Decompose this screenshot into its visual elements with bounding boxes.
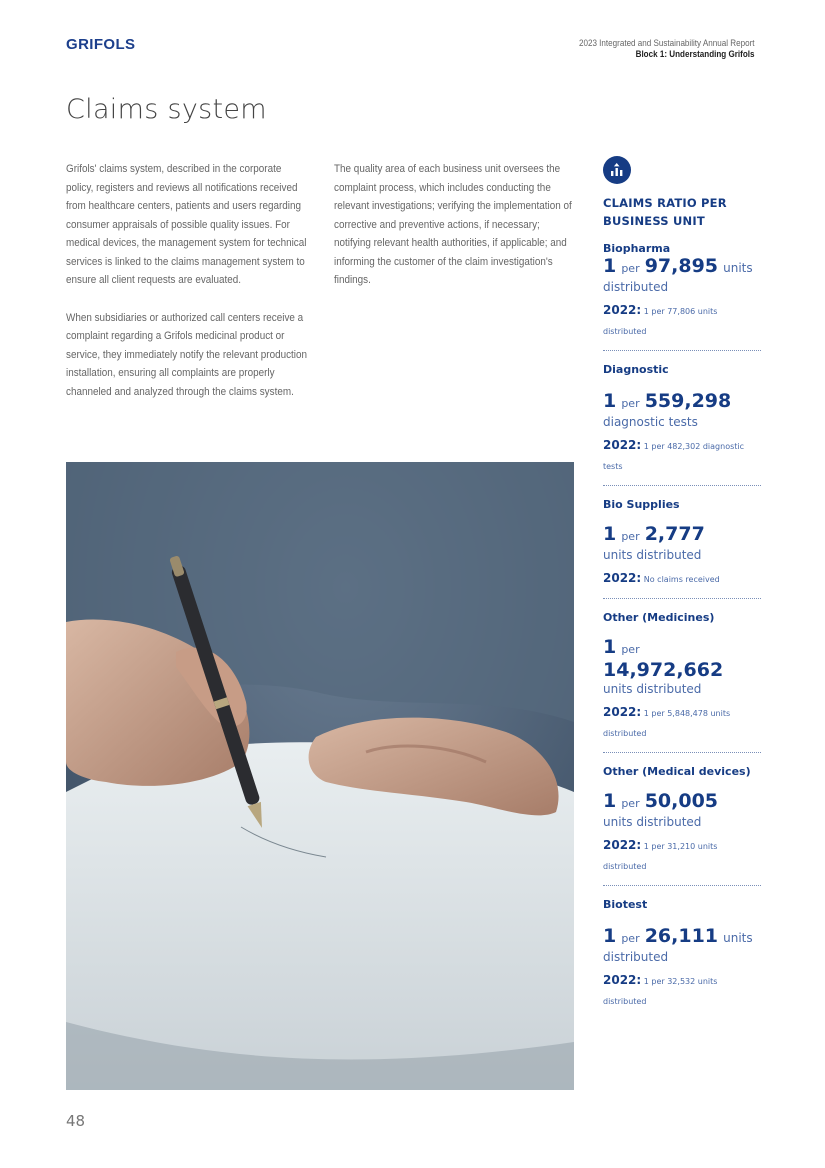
divider — [603, 752, 761, 753]
paragraph: When subsidiaries or authorized call centers receive a complaint regarding a Grifols medicinal product or service, they immediately notify the relevant production installation, ensuring all complaints are properly channeled and analyzed through the claims system. — [66, 311, 308, 398]
ratio-per: per — [621, 932, 640, 945]
ratio-suffix: units — [723, 261, 753, 275]
claims-ratio-panel — [603, 156, 761, 1012]
prev-year — [603, 835, 761, 877]
ratio-per: per — [621, 530, 640, 543]
page-title: Claims system — [66, 94, 267, 125]
prev-year — [603, 435, 761, 477]
unit-name: Diagnostic — [603, 363, 669, 376]
ratio-desc: units distributed — [603, 815, 702, 829]
prev-label: 2022: — [603, 438, 642, 452]
panel-title: CLAIMS RATIO PER BUSINESS UNIT — [603, 196, 727, 228]
ratio-value: 2,777 — [644, 523, 705, 545]
unit-name: Biotest — [603, 898, 648, 911]
prev-label: 2022: — [603, 705, 642, 719]
ratio-one: 1 — [603, 790, 617, 812]
unit-ratio — [603, 256, 761, 279]
unit-ratio — [603, 637, 761, 660]
ratio-value: 50,005 — [644, 790, 719, 812]
ratio-one: 1 — [603, 255, 617, 277]
paragraph: Grifols' claims system, described in the corporate policy, registers and reviews all notifications received from healthcare centers, patients and users regarding consumer appraisals of possible quality issues. For medical devices, the management system for technical services is linked to the claims management system to ensure all client requests are evaluated. — [66, 163, 307, 286]
body-column-2 — [334, 160, 572, 309]
prev-year — [603, 568, 761, 590]
ratio-value: 14,972,662 — [603, 659, 724, 681]
unit-name: Bio Supplies — [603, 498, 680, 511]
unit-ratio — [603, 391, 761, 414]
ratio-one: 1 — [603, 925, 617, 947]
divider — [603, 598, 761, 599]
block-title: Block 1: Understanding Grifols — [636, 49, 755, 60]
prev-label: 2022: — [603, 973, 642, 987]
ratio-value: 26,111 — [644, 925, 719, 947]
prev-text: 1 per 482,302 diagnostic tests — [603, 442, 745, 471]
ratio-per: per — [621, 797, 640, 810]
chart-up-icon — [603, 156, 631, 184]
prev-text: No claims received — [643, 575, 720, 584]
unit-ratio — [603, 926, 761, 949]
unit-ratio-value — [603, 660, 761, 681]
unit-biopharma — [603, 242, 761, 351]
ratio-one: 1 — [603, 636, 617, 658]
unit-name: Other (Medicines) — [603, 611, 715, 624]
ratio-suffix: units — [723, 931, 753, 945]
prev-label: 2022: — [603, 838, 642, 852]
report-title: 2023 Integrated and Sustainability Annual Report — [579, 38, 755, 49]
unit-ratio — [603, 524, 761, 547]
unit-other-medicines — [603, 611, 761, 753]
hand-signing-photo — [66, 462, 574, 1090]
grifols-logo: GRIFOLS — [66, 36, 136, 53]
unit-biotest — [603, 898, 761, 1012]
prev-year — [603, 970, 761, 1012]
unit-other-medical-devices — [603, 765, 761, 886]
prev-text: 1 per 5,848,478 units distributed — [603, 709, 731, 738]
body-column-1 — [66, 160, 311, 420]
unit-diagnostic — [603, 363, 761, 486]
divider — [603, 350, 761, 351]
unit-ratio — [603, 791, 761, 814]
prev-label: 2022: — [603, 303, 642, 317]
paragraph: The quality area of each business unit oversees the complaint process, which includes conducting the relevant investigations; verifying the implementation of corrective and preventive actions, if necessary; notifying relevant health authorities, if applicable; and informing the customer of the claim investigation's findings. — [334, 163, 572, 286]
ratio-one: 1 — [603, 390, 617, 412]
ratio-desc: distributed — [603, 950, 669, 964]
ratio-one: 1 — [603, 523, 617, 545]
ratio-desc: diagnostic tests — [603, 415, 698, 429]
ratio-desc: distributed — [603, 280, 669, 294]
prev-year — [603, 300, 761, 342]
prev-year — [603, 702, 761, 744]
ratio-desc: units distributed — [603, 682, 702, 696]
unit-bio-supplies — [603, 498, 761, 599]
ratio-value: 559,298 — [644, 390, 732, 412]
prev-text: 1 per 32,532 units distributed — [603, 977, 718, 1006]
prev-label: 2022: — [603, 571, 642, 585]
ratio-value: 97,895 — [644, 255, 719, 277]
ratio-per: per — [621, 643, 640, 656]
unit-name: Biopharma — [603, 242, 671, 255]
report-header — [579, 38, 755, 60]
divider — [603, 485, 761, 486]
unit-name: Other (Medical devices) — [603, 765, 751, 778]
ratio-per: per — [621, 397, 640, 410]
prev-text: 1 per 77,806 units distributed — [603, 307, 718, 336]
ratio-desc: units distributed — [603, 548, 702, 562]
page-number: 48 — [66, 1112, 86, 1130]
divider — [603, 885, 761, 886]
ratio-per: per — [621, 262, 640, 275]
prev-text: 1 per 31,210 units distributed — [603, 842, 718, 871]
